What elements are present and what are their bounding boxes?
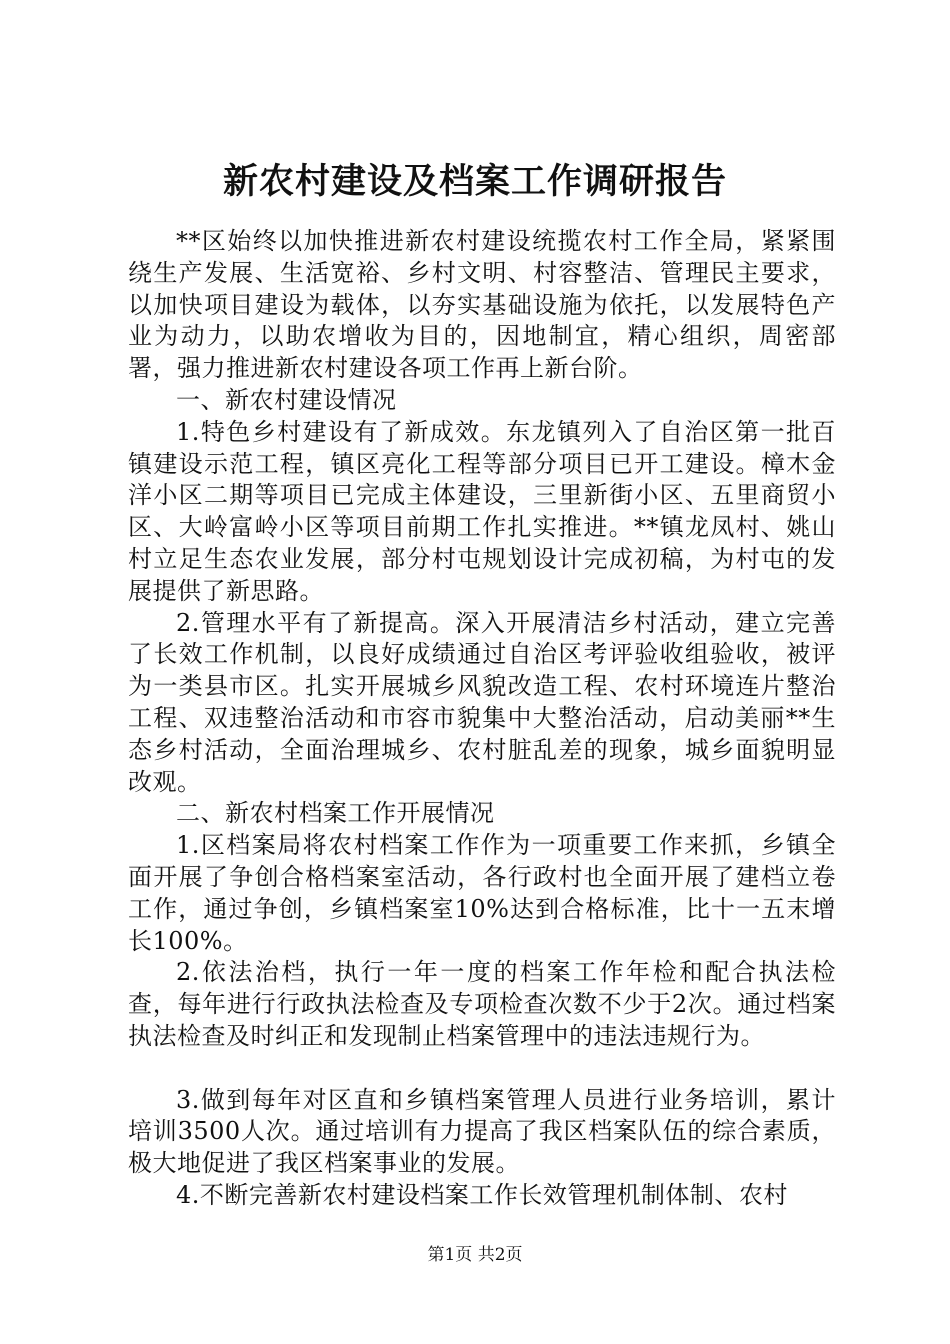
paragraph-2-3: 3.做到每年对区直和乡镇档案管理人员进行业务培训，累计培训3500人次。通过培训有力提高了我区档案队伍的综合素质，极大地促进了我区档案事业的发展。 [128, 1085, 836, 1178]
paragraph-intro: **区始终以加快推进新农村建设统揽农村工作全局，紧紧围绕生产发展、生活宽裕、乡村文明、村容整洁、管理民主要求，以加快项目建设为载体，以夯实基础设施为依托，以发展特色产业为动力，以助农增收为目的，因地制宜，精心组织，周密部署，强力推进新农村建设各项工作再上新台阶。 [128, 227, 836, 383]
paragraph-1-1: 1.特色乡村建设有了新成效。东龙镇列入了自治区第一批百镇建设示范工程，镇区亮化工程等部分项目已开工建设。樟木金洋小区二期等项目已完成主体建设，三里新街小区、五里商贸小区、大岭富岭小区等项目前期工作扎实推进。**镇龙凤村、姚山村立足生态农业发展，部分村屯规划设计完成初稿，为村屯的发展提供了新思路。 [128, 417, 836, 605]
paragraph-2-4: 4.不断完善新农村建设档案工作长效管理机制体制、农村 [176, 1180, 788, 1209]
section-heading-2: 二、新农村档案工作开展情况 [176, 799, 495, 828]
paragraph-2-2: 2.依法治档，执行一年一度的档案工作年检和配合执法检查，每年进行行政执法检查及专项检查次数不少于2次。通过档案执法检查及时纠正和发现制止档案管理中的违法违规行为。 [128, 958, 836, 1050]
page-number-footer: 第1页 共2页 [427, 1245, 523, 1265]
paragraph-1-2: 2.管理水平有了新提高。深入开展清洁乡村活动，建立完善了长效工作机制，以良好成绩通过自治区考评验收组验收，被评为一类县市区。扎实开展城乡风貌改造工程、农村环境连片整治工程、双违整治活动和市容市貌集中大整治活动，启动美丽**生态乡村活动，全面治理城乡、农村脏乱差的现象，城乡面貌明显改观。 [128, 608, 836, 796]
section-heading-1: 一、新农村建设情况 [176, 385, 397, 414]
document-title: 新农村建设及档案工作调研报告 [222, 161, 727, 202]
paragraph-2-1: 1.区档案局将农村档案工作作为一项重要工作来抓，乡镇全面开展了争创合格档案室活动，各行政村也全面开展了建档立卷工作，通过争创，乡镇档案室10%达到合格标准，比十一五末增长100%。 [128, 831, 836, 955]
document-body [128, 226, 836, 1212]
